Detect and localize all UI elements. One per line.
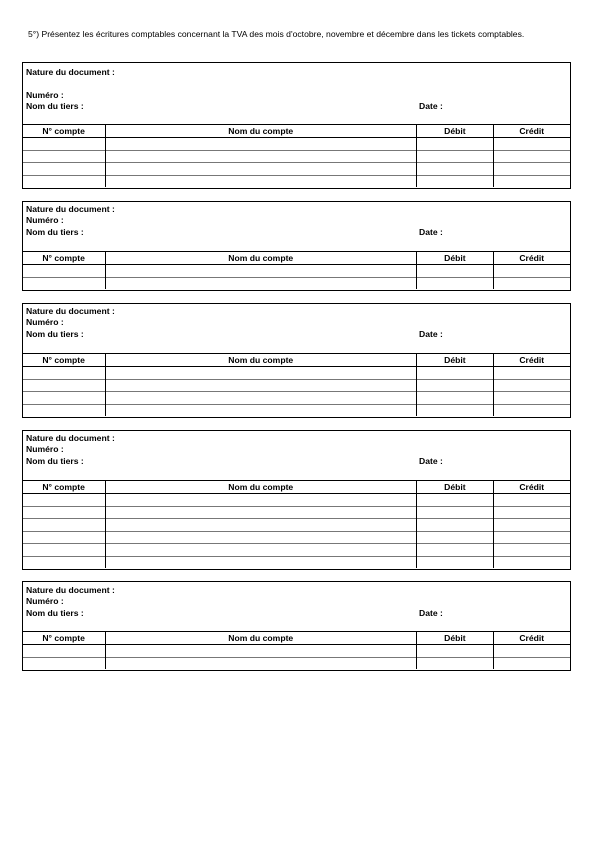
table-row <box>22 367 570 380</box>
nature-label: Nature du document : <box>26 67 115 77</box>
col-nom-compte: Nom du compte <box>105 125 416 138</box>
cell-debit[interactable] <box>416 150 493 163</box>
cell-debit[interactable] <box>416 404 493 416</box>
nature-label: Nature du document : <box>26 433 115 443</box>
cell-debit[interactable] <box>416 531 493 544</box>
col-credit: Crédit <box>493 125 570 138</box>
cell-debit[interactable] <box>416 265 493 278</box>
cell-nom[interactable] <box>105 657 416 669</box>
cell-credit[interactable] <box>493 404 570 416</box>
exercise-instruction: 5°) Présentez les écritures comptables concernant la TVA des mois d'octobre, novembre et décembre dans les tickets comptables. <box>28 29 525 39</box>
cell-compte[interactable] <box>22 138 105 151</box>
cell-debit[interactable] <box>416 657 493 669</box>
entries-table <box>22 124 571 187</box>
table-row <box>22 506 570 519</box>
cell-compte[interactable] <box>22 367 105 380</box>
tiers-label: Nom du tiers : <box>26 329 84 339</box>
cell-nom[interactable] <box>105 494 416 507</box>
cell-nom[interactable] <box>105 265 416 278</box>
ticket-comptable <box>22 581 571 671</box>
cell-credit[interactable] <box>493 519 570 532</box>
cell-nom[interactable] <box>105 379 416 392</box>
cell-credit[interactable] <box>493 138 570 151</box>
numero-label: Numéro : <box>26 215 64 225</box>
cell-compte[interactable] <box>22 519 105 532</box>
col-numero-compte: N° compte <box>22 354 105 367</box>
cell-debit[interactable] <box>416 494 493 507</box>
nature-label: Nature du document : <box>26 585 115 595</box>
cell-credit[interactable] <box>493 277 570 289</box>
table-row <box>22 138 570 151</box>
cell-credit[interactable] <box>493 645 570 658</box>
table-header-row <box>22 354 570 367</box>
cell-debit[interactable] <box>416 277 493 289</box>
cell-credit[interactable] <box>493 506 570 519</box>
cell-compte[interactable] <box>22 379 105 392</box>
cell-debit[interactable] <box>416 163 493 176</box>
cell-compte[interactable] <box>22 404 105 416</box>
cell-debit[interactable] <box>416 519 493 532</box>
cell-nom[interactable] <box>105 556 416 568</box>
table-row <box>22 519 570 532</box>
cell-nom[interactable] <box>105 404 416 416</box>
col-debit: Débit <box>416 252 493 265</box>
cell-debit[interactable] <box>416 138 493 151</box>
col-numero-compte: N° compte <box>22 632 105 645</box>
cell-nom[interactable] <box>105 163 416 176</box>
cell-nom[interactable] <box>105 175 416 187</box>
cell-nom[interactable] <box>105 150 416 163</box>
cell-credit[interactable] <box>493 531 570 544</box>
table-row <box>22 544 570 557</box>
nature-label: Nature du document : <box>26 204 115 214</box>
cell-nom[interactable] <box>105 645 416 658</box>
entries-table <box>22 251 571 289</box>
ticket-header <box>23 63 570 124</box>
col-debit: Débit <box>416 481 493 494</box>
entries-table <box>22 631 571 669</box>
col-nom-compte: Nom du compte <box>105 632 416 645</box>
cell-debit[interactable] <box>416 175 493 187</box>
ticket-header <box>23 431 570 480</box>
table-row <box>22 392 570 405</box>
table-header-row <box>22 125 570 138</box>
col-nom-compte: Nom du compte <box>105 481 416 494</box>
cell-nom[interactable] <box>105 277 416 289</box>
cell-credit[interactable] <box>493 163 570 176</box>
col-credit: Crédit <box>493 632 570 645</box>
table-row <box>22 657 570 669</box>
cell-nom[interactable] <box>105 506 416 519</box>
ticket-header <box>23 582 570 631</box>
cell-compte[interactable] <box>22 494 105 507</box>
cell-compte[interactable] <box>22 645 105 658</box>
col-nom-compte: Nom du compte <box>105 252 416 265</box>
cell-debit[interactable] <box>416 556 493 568</box>
col-credit: Crédit <box>493 354 570 367</box>
cell-debit[interactable] <box>416 645 493 658</box>
entries-table <box>22 353 571 416</box>
entries-table <box>22 480 571 568</box>
cell-compte[interactable] <box>22 544 105 557</box>
cell-credit[interactable] <box>493 392 570 405</box>
table-row <box>22 404 570 416</box>
cell-credit[interactable] <box>493 175 570 187</box>
col-nom-compte: Nom du compte <box>105 354 416 367</box>
cell-credit[interactable] <box>493 379 570 392</box>
cell-debit[interactable] <box>416 506 493 519</box>
cell-compte[interactable] <box>22 277 105 289</box>
table-row <box>22 645 570 658</box>
table-header-row <box>22 481 570 494</box>
cell-nom[interactable] <box>105 367 416 380</box>
cell-compte[interactable] <box>22 265 105 278</box>
date-label: Date : <box>419 227 443 237</box>
cell-nom[interactable] <box>105 531 416 544</box>
ticket-comptable <box>22 201 571 291</box>
cell-credit[interactable] <box>493 367 570 380</box>
ticket-header <box>23 202 570 251</box>
table-row <box>22 163 570 176</box>
table-row <box>22 150 570 163</box>
table-row <box>22 277 570 289</box>
col-numero-compte: N° compte <box>22 252 105 265</box>
cell-nom[interactable] <box>105 544 416 557</box>
table-row <box>22 531 570 544</box>
col-credit: Crédit <box>493 481 570 494</box>
col-debit: Débit <box>416 354 493 367</box>
table-row <box>22 379 570 392</box>
cell-debit[interactable] <box>416 544 493 557</box>
cell-debit[interactable] <box>416 379 493 392</box>
table-row <box>22 556 570 568</box>
tiers-label: Nom du tiers : <box>26 608 84 618</box>
table-row <box>22 494 570 507</box>
numero-label: Numéro : <box>26 90 64 100</box>
cell-credit[interactable] <box>493 494 570 507</box>
cell-debit[interactable] <box>416 367 493 380</box>
table-row <box>22 175 570 187</box>
cell-compte[interactable] <box>22 657 105 669</box>
cell-nom[interactable] <box>105 392 416 405</box>
cell-debit[interactable] <box>416 392 493 405</box>
date-label: Date : <box>419 329 443 339</box>
cell-compte[interactable] <box>22 556 105 568</box>
cell-credit[interactable] <box>493 544 570 557</box>
col-credit: Crédit <box>493 252 570 265</box>
nature-label: Nature du document : <box>26 306 115 316</box>
cell-compte[interactable] <box>22 392 105 405</box>
date-label: Date : <box>419 456 443 466</box>
col-debit: Débit <box>416 632 493 645</box>
date-label: Date : <box>419 608 443 618</box>
numero-label: Numéro : <box>26 596 64 606</box>
table-header-row <box>22 632 570 645</box>
col-numero-compte: N° compte <box>22 481 105 494</box>
ticket-header <box>23 304 570 353</box>
col-numero-compte: N° compte <box>22 125 105 138</box>
col-debit: Débit <box>416 125 493 138</box>
cell-compte[interactable] <box>22 531 105 544</box>
cell-nom[interactable] <box>105 519 416 532</box>
ticket-comptable <box>22 303 571 418</box>
cell-compte[interactable] <box>22 175 105 187</box>
cell-compte[interactable] <box>22 150 105 163</box>
cell-credit[interactable] <box>493 556 570 568</box>
numero-label: Numéro : <box>26 444 64 454</box>
cell-credit[interactable] <box>493 657 570 669</box>
cell-credit[interactable] <box>493 150 570 163</box>
cell-compte[interactable] <box>22 506 105 519</box>
cell-credit[interactable] <box>493 265 570 278</box>
cell-nom[interactable] <box>105 138 416 151</box>
ticket-comptable <box>22 430 571 570</box>
tiers-label: Nom du tiers : <box>26 227 84 237</box>
ticket-comptable <box>22 62 571 189</box>
numero-label: Numéro : <box>26 317 64 327</box>
table-row <box>22 265 570 278</box>
tiers-label: Nom du tiers : <box>26 456 84 466</box>
date-label: Date : <box>419 101 443 111</box>
tiers-label: Nom du tiers : <box>26 101 84 111</box>
cell-compte[interactable] <box>22 163 105 176</box>
table-header-row <box>22 252 570 265</box>
